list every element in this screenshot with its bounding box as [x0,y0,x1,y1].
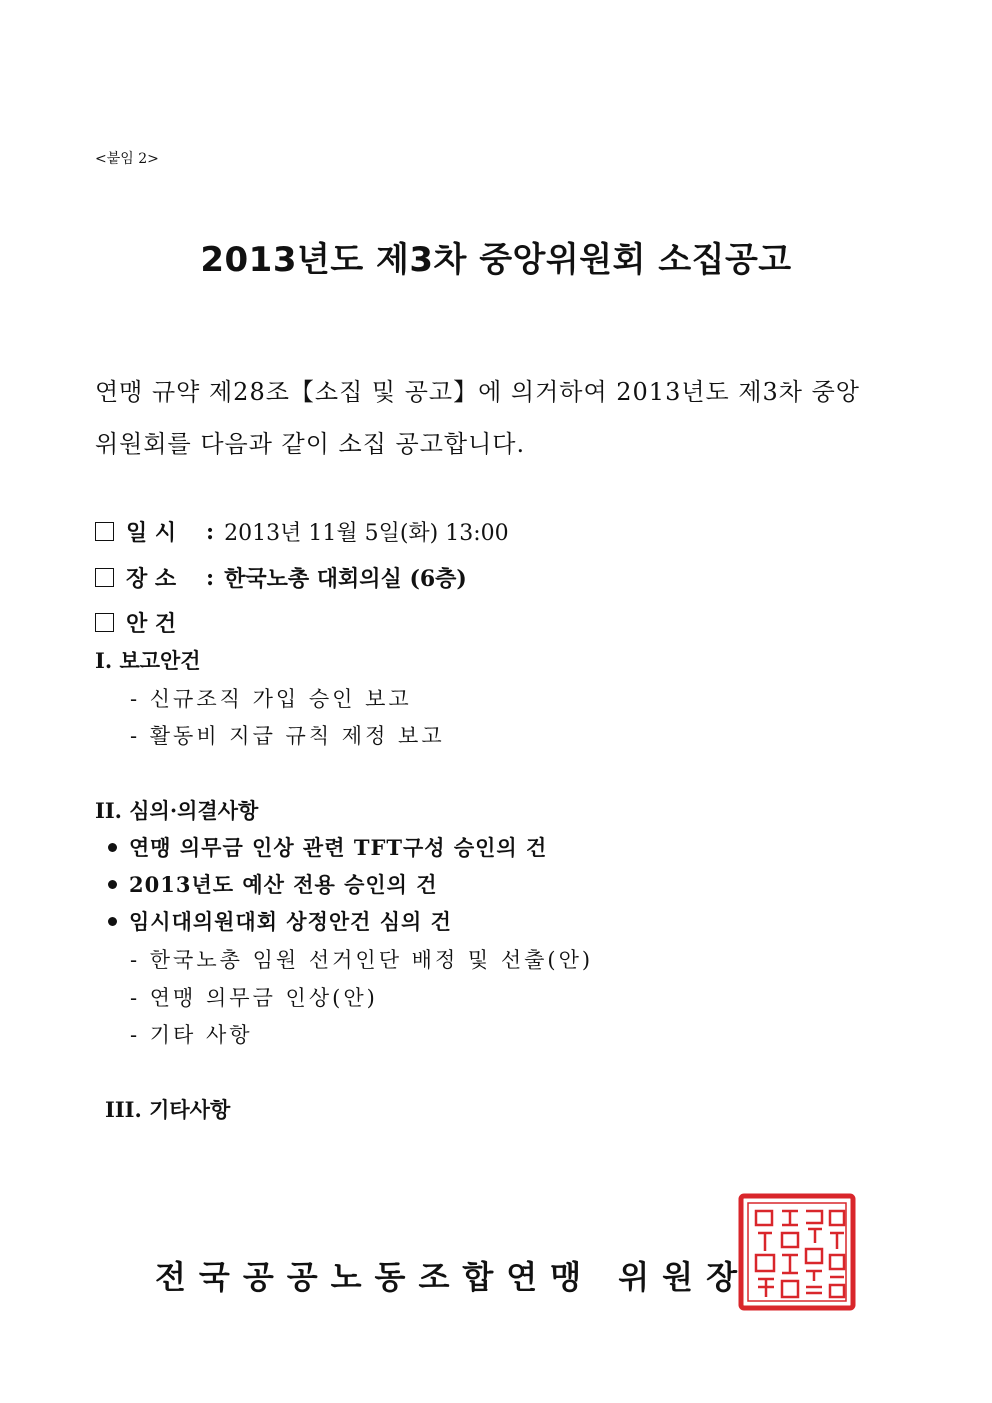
checkbox-square-icon [95,568,114,587]
deliberation-item-text: 연맹 의무금 인상 관련 TFT구성 승인의 건 [129,835,548,860]
date-label: 일 시 [126,520,177,546]
deliberation-heading: II. 심의·의결사항 [95,798,259,823]
deliberation-item-text: 2013년도 예산 전용 승인의 건 [129,872,438,897]
report-item: - 활동비 지급 규칙 제정 보고 [130,724,445,748]
signature-line: 전국공공노동조합연맹 위원장 [155,1258,750,1296]
deliberation-item [108,869,438,899]
report-heading: I. 보고안건 [95,648,201,673]
page-title: 2013년도 제3차 중앙위원회 소집공고 [200,240,792,280]
deliberation-subitem: - 기타 사항 [130,1023,253,1047]
intro-line-1: 연맹 규약 제28조【소집 및 공고】에 의거하여 2013년도 제3차 중앙 [95,378,860,406]
place-value: 한국노총 대회의실 (6층) [224,566,467,592]
other-heading: III. 기타사항 [105,1097,231,1122]
bullet-icon [108,880,117,889]
deliberation-item [108,832,547,862]
checkbox-square-icon [95,522,114,541]
official-seal-icon [738,1193,856,1311]
deliberation-item [108,906,452,936]
date-colon: : [206,518,215,545]
place-label: 장 소 [126,566,177,592]
intro-line-2: 위원회를 다음과 같이 소집 공고합니다. [95,430,526,458]
date-value: 2013년 11월 5일(화) 13:00 [224,521,509,546]
bullet-icon [108,917,117,926]
report-item: - 신규조직 가입 승인 보고 [130,687,412,711]
bullet-icon [108,843,117,852]
agenda-label: 안 건 [126,611,177,637]
deliberation-subitem: - 한국노총 임원 선거인단 배정 및 선출(안) [130,948,594,972]
schedule-date-row [95,516,509,547]
deliberation-item-text: 임시대의원대회 상정안건 심의 건 [129,909,452,934]
attachment-tag: <붙임 2> [95,151,159,167]
schedule-place-row [95,562,467,593]
schedule-agenda-row [95,607,198,638]
checkbox-square-icon [95,613,114,632]
deliberation-subitem: - 연맹 의무금 인상(안) [130,986,378,1010]
place-colon: : [206,564,215,591]
